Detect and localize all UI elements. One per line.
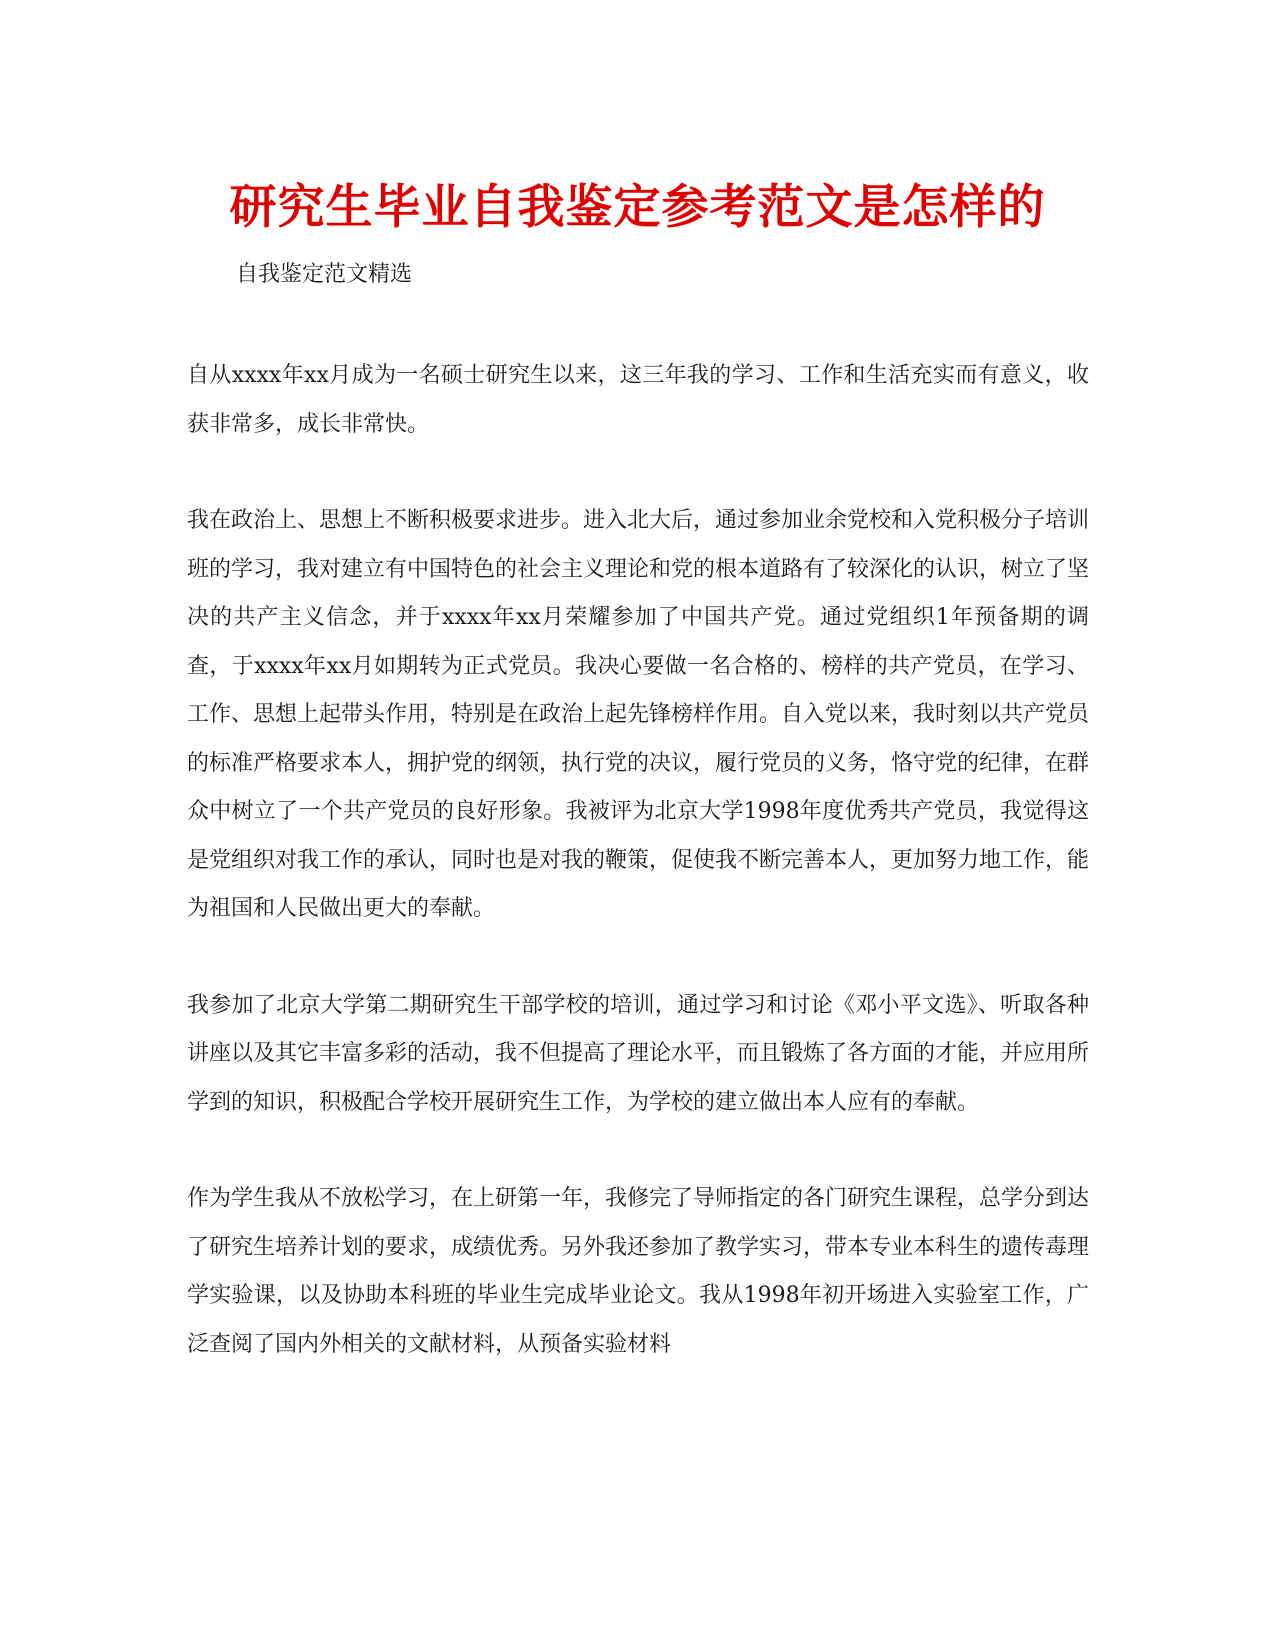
- paragraph-training: 我参加了北京大学第二期研究生干部学校的培训，通过学习和讨论《邓小平文选》、听取各种讲座以及其它丰富多彩的活动，我不但提高了理论水平，而且锻炼了各方面的才能，并应用所学到的知识，积极配合学校开展研究生工作，为学校的建立做出本人应有的奉献。: [187, 992, 1090, 1115]
- document-title: 研究生毕业自我鉴定参考范文是怎样的: [229, 180, 1046, 235]
- paragraph-intro: 自从xxxx年xx月成为一名硕士研究生以来，这三年我的学习、工作和生活充实而有意义，收获非常多，成长非常快。: [187, 363, 1089, 437]
- paragraph-political: 我在政治上、思想上不断积极要求进步。进入北大后，通过参加业余党校和入党积极分子培训班的学习，我对建立有中国特色的社会主义理论和党的根本道路有了较深化的认识，树立了坚决的共产主义信念，并于xxxx年xx月荣耀参加了中国共产党。通过党组织1年预备期的调查，于xxxx年xx月如期转为正式党员。我决心要做一名合格的、榜样的共产党员，在学习、工作、思想上起带头作用，特别是在政治上起先锋榜样作用。自入党以来，我时刻以共产党员的标准严格要求本人，拥护党的纲领，执行党的决议，履行党员的义务，恪守党的纪律，在群众中树立了一个共产党员的良好形象。我被评为北京大学1998年度优秀共产党员，我觉得这是党组织对我工作的承认，同时也是对我的鞭策，促使我不断完善本人，更加努力地工作，能为祖国和人民做出更大的奉献。: [187, 508, 1090, 921]
- document-subtitle: 自我鉴定范文精选: [236, 262, 413, 287]
- document-body: [187, 352, 1089, 1417]
- paragraph-study: 作为学生我从不放松学习，在上研第一年，我修完了导师指定的各门研究生课程，总学分到达了研究生培养计划的要求，成绩优秀。另外我还参加了教学实习，带本专业本科生的遗传毒理学实验课，以及协助本科班的毕业生完成毕业论文。我从1998年初开场进入实验室工作，广泛查阅了国内外相关的文献材料，从预备实验材料: [187, 1186, 1090, 1357]
